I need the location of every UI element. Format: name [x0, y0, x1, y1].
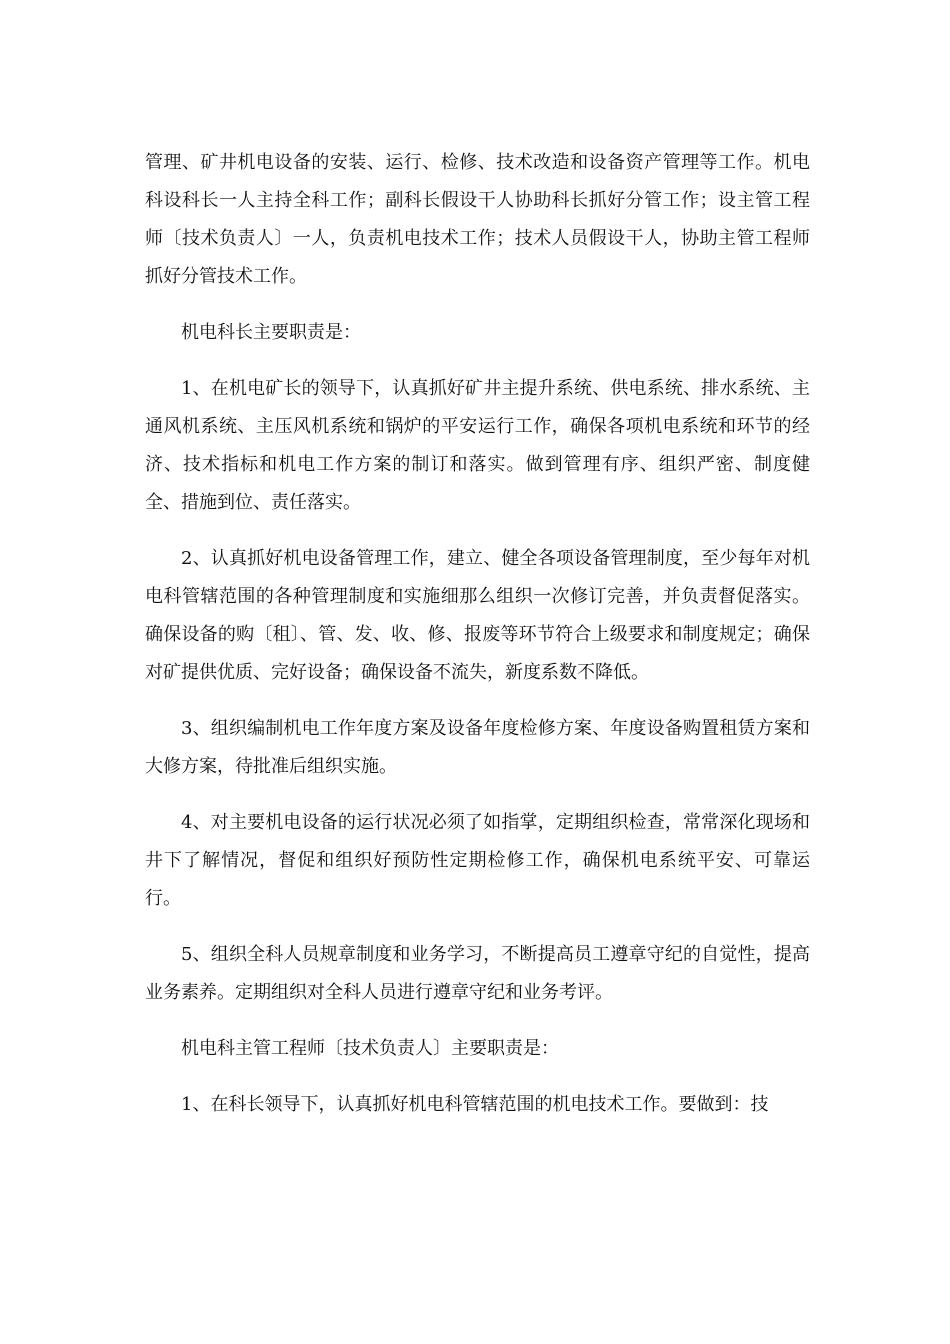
chief-duty-item-3: 3、组织编制机电工作年度方案及设备年度检修方案、年度设备购置租赁方案和大修方案，待批准后组织实施。 [145, 718, 810, 777]
section-heading-chief-duties: 机电科长主要职责是： [181, 322, 361, 343]
chief-duty-item-4: 4、对主要机电设备的运行状况必须了如指掌，定期组织检查，常常深化现场和井下了解情况，督促和组织好预防性定期检修工作，确保机电系统平安、可靠运行。 [145, 812, 810, 909]
intro-paragraph: 管理、矿井机电设备的安装、运行、检修、技术改造和设备资产管理等工作。机电科设科长一人主持全科工作；副科长假设干人协助科长抓好分管工作；设主管工程师〔技术负责人〕一人，负责机电技术工作；技术人员假设干人，协助主管工程师抓好分管技术工作。 [145, 152, 810, 287]
document-body [145, 144, 810, 1142]
engineer-duty-item-1: 1、在科长领导下，认真抓好机电科管辖范围的机电技术工作。要做到：技 [181, 1094, 769, 1115]
chief-duty-item-5: 5、组织全科人员规章制度和业务学习，不断提高员工遵章守纪的自觉性，提高业务素养。定期组织对全科人员进行遵章守纪和业务考评。 [145, 944, 810, 1003]
chief-duty-item-1: 1、在机电矿长的领导下，认真抓好矿井主提升系统、供电系统、排水系统、主通风机系统、主压风机系统和锅炉的平安运行工作，确保各项机电系统和环节的经济、技术指标和机电工作方案的制订和落实。做到管理有序、组织严密、制度健全、措施到位、责任落实。 [145, 378, 810, 513]
section-heading-engineer-duties: 机电科主管工程师〔技术负责人〕主要职责是： [181, 1038, 559, 1059]
chief-duty-item-2: 2、认真抓好机电设备管理工作，建立、健全各项设备管理制度，至少每年对机电科管辖范围的各种管理制度和实施细那么组织一次修订完善，并负责督促落实。确保设备的购〔租〕、管、发、收、修、报废等环节符合上级要求和制度规定；确保对矿提供优质、完好设备；确保设备不流失，新度系数不降低。 [145, 548, 810, 683]
